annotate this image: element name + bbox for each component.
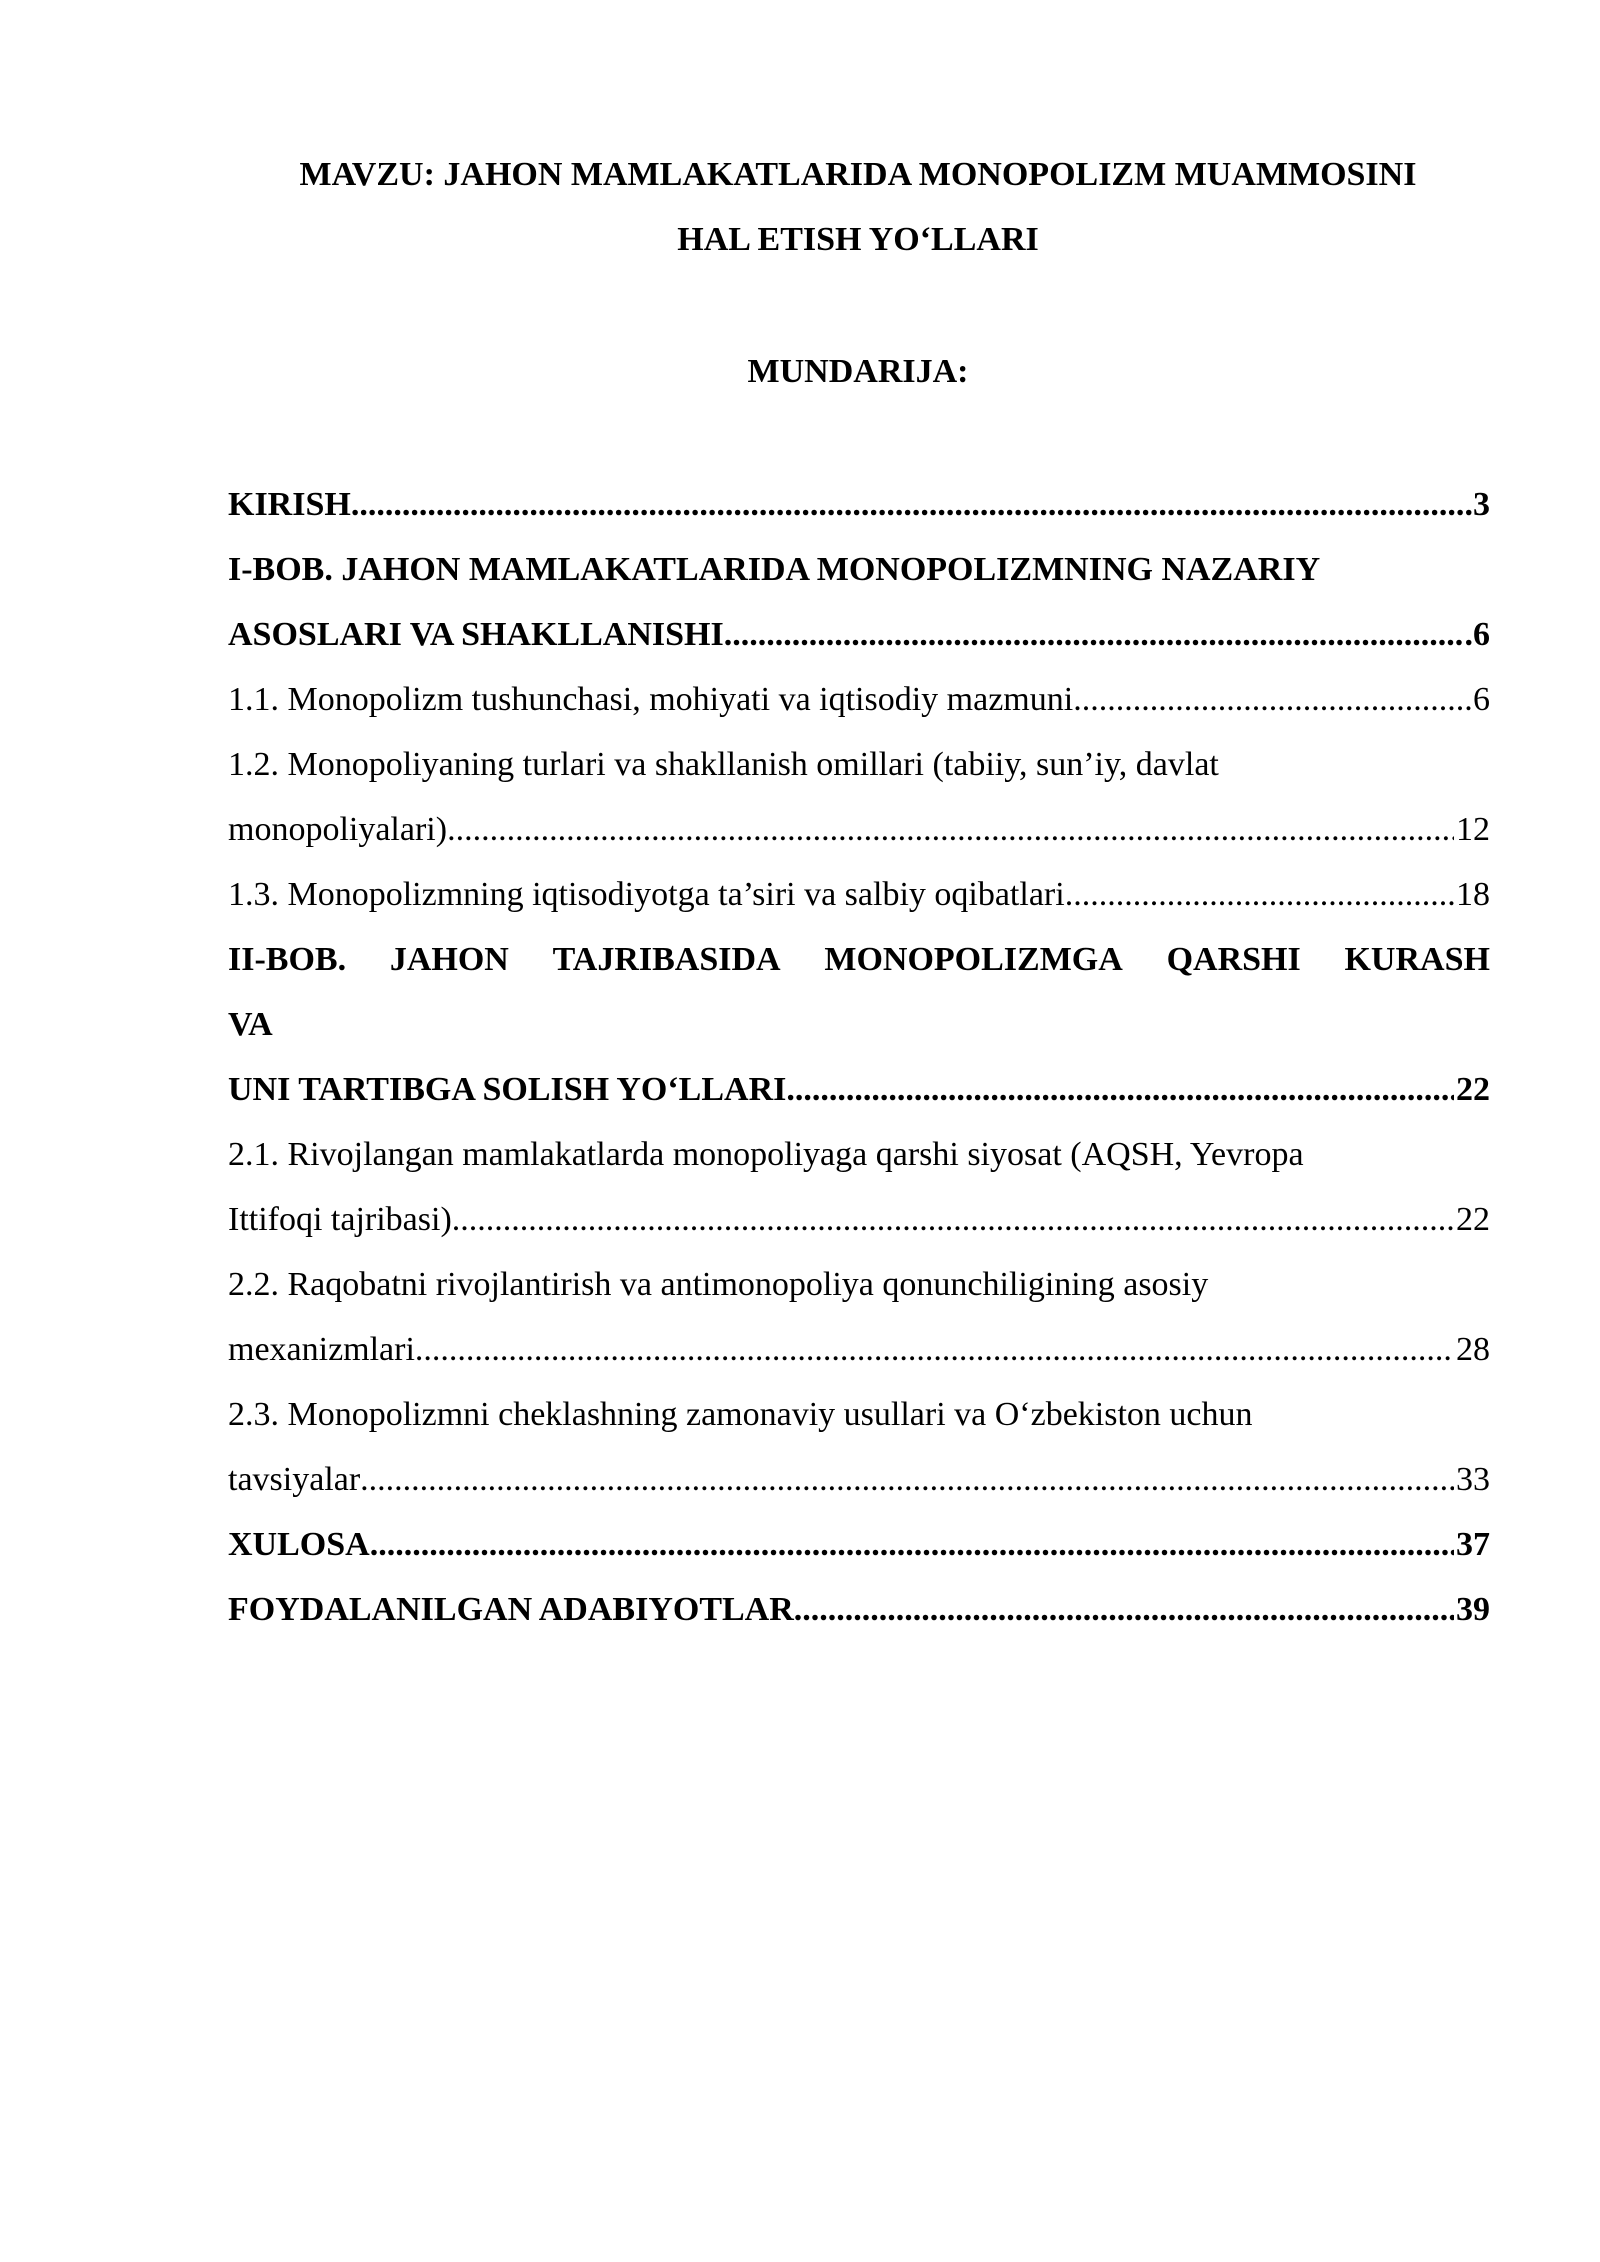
dot-leader xyxy=(447,797,1454,862)
toc-page-number: 22 xyxy=(1456,1201,1490,1238)
toc-page-number: 37 xyxy=(1456,1526,1490,1563)
toc-entry-text: I-BOB. JAHON MAMLAKATLARIDA MONOPOLIZMNING NAZARIY xyxy=(228,551,1321,588)
toc-entry-section-2-2-line-1[interactable] xyxy=(228,1252,1490,1317)
toc-entry-text: 2.1. Rivojlangan mamlakatlarda monopoliyaga qarshi siyosat (AQSH, Yevropa xyxy=(228,1136,1304,1173)
dot-leader xyxy=(452,1187,1454,1252)
toc-entry-xulosa[interactable] xyxy=(228,1512,1490,1577)
toc-entry-text: tavsiyalar xyxy=(228,1461,361,1498)
toc-entry-chapter-2-line-3[interactable] xyxy=(228,1057,1490,1122)
toc-entry-text: 1.2. Monopoliyaning turlari va shakllanish omillari (tabiiy, sun’iy, davlat xyxy=(228,746,1219,783)
dot-leader xyxy=(415,1317,1454,1382)
toc-page-number: .6 xyxy=(1464,616,1490,653)
document-title-line-2: HAL ETISH YO‘LLARI xyxy=(677,221,1039,258)
toc-entry-section-1-1[interactable] xyxy=(228,667,1490,732)
toc-entry-text: XULOSA xyxy=(228,1526,370,1563)
dot-leader xyxy=(1065,862,1454,927)
toc-word: MONOPOLIZMGA xyxy=(824,941,1123,978)
dot-leader xyxy=(794,1577,1454,1642)
toc-word: JAHON xyxy=(389,941,509,978)
toc-entry-section-2-2-line-2[interactable] xyxy=(228,1317,1490,1382)
dot-leader xyxy=(724,602,1463,667)
dot-leader xyxy=(360,1447,1454,1512)
contents-heading: MUNDARIJA: xyxy=(747,353,969,390)
toc-page-number: 22 xyxy=(1456,1071,1490,1108)
toc-entry-section-2-1-line-2[interactable] xyxy=(228,1187,1490,1252)
toc-entry-text: monopoliyalari) xyxy=(228,811,448,848)
toc-page-number: 18 xyxy=(1456,876,1490,913)
dot-leader xyxy=(786,1057,1454,1122)
toc-word: TAJRIBASIDA xyxy=(552,941,781,978)
toc-entry-kirish[interactable] xyxy=(228,472,1490,537)
toc-entry-text: Ittifoqi tajribasi) xyxy=(228,1201,452,1238)
toc-entry-text: UNI TARTIBGA SOLISH YO‘LLARI xyxy=(228,1071,787,1108)
toc-entry-section-1-3[interactable] xyxy=(228,862,1490,927)
toc-entry-section-1-2-line-1[interactable] xyxy=(228,732,1490,797)
toc-entry-section-1-2-line-2[interactable] xyxy=(228,797,1490,862)
toc-entry-text: 1.3. Monopolizmning iqtisodiyotga ta’siri va salbiy oqibatlari xyxy=(228,876,1065,913)
toc-page-number: 33 xyxy=(1456,1461,1490,1498)
toc-entry-text: 1.1. Monopolizm tushunchasi, mohiyati va iqtisodiy mazmuni xyxy=(228,681,1074,718)
toc-entry-section-2-3-line-1[interactable] xyxy=(228,1382,1490,1447)
dot-leader xyxy=(370,1512,1454,1577)
toc-entry-text: VA xyxy=(228,1006,273,1043)
toc-entry-text: 2.2. Raqobatni rivojlantirish va antimonopoliya qonunchiligining asosiy xyxy=(228,1266,1209,1303)
toc-page-number: .3 xyxy=(1464,486,1490,523)
toc-entry-section-2-1-line-1[interactable] xyxy=(228,1122,1490,1187)
toc-entry-chapter-2-line-2[interactable] xyxy=(228,992,1490,1057)
toc-entry-text: KIRISH xyxy=(228,486,351,523)
toc-entry-chapter-1-line-2[interactable] xyxy=(228,602,1490,667)
toc-entry-text: mexanizmlari xyxy=(228,1331,415,1368)
toc-page-number: 28 xyxy=(1456,1331,1490,1368)
toc-entry-chapter-1-line-1[interactable] xyxy=(228,537,1490,602)
toc-entry-text: 2.3. Monopolizmni cheklashning zamonaviy usullari va O‘zbekiston uchun xyxy=(228,1396,1253,1433)
toc-word: QARSHI xyxy=(1166,941,1301,978)
toc-page-number: 12 xyxy=(1456,811,1490,848)
toc-entry-adabiyotlar[interactable] xyxy=(228,1577,1490,1642)
document-title-line-1: MAVZU: JAHON MAMLAKATLARIDA MONOPOLIZM MUAMMOSINI xyxy=(299,156,1417,193)
toc-page-number: 39 xyxy=(1456,1591,1490,1628)
toc-word: KURASH xyxy=(1344,941,1490,978)
toc-entry-text: ASOSLARI VA SHAKLLANISHI xyxy=(228,616,724,653)
dot-leader xyxy=(351,472,1463,537)
toc-entry-section-2-3-line-2[interactable] xyxy=(228,1447,1490,1512)
toc-word: II-BOB. xyxy=(228,941,347,978)
toc-page-number: 6 xyxy=(1473,681,1490,718)
toc-entry-text: FOYDALANILGAN ADABIYOTLAR xyxy=(228,1591,794,1628)
dot-leader xyxy=(1073,667,1471,732)
table-of-contents xyxy=(228,472,1490,1642)
toc-entry-chapter-2-line-1[interactable] xyxy=(228,927,1490,992)
